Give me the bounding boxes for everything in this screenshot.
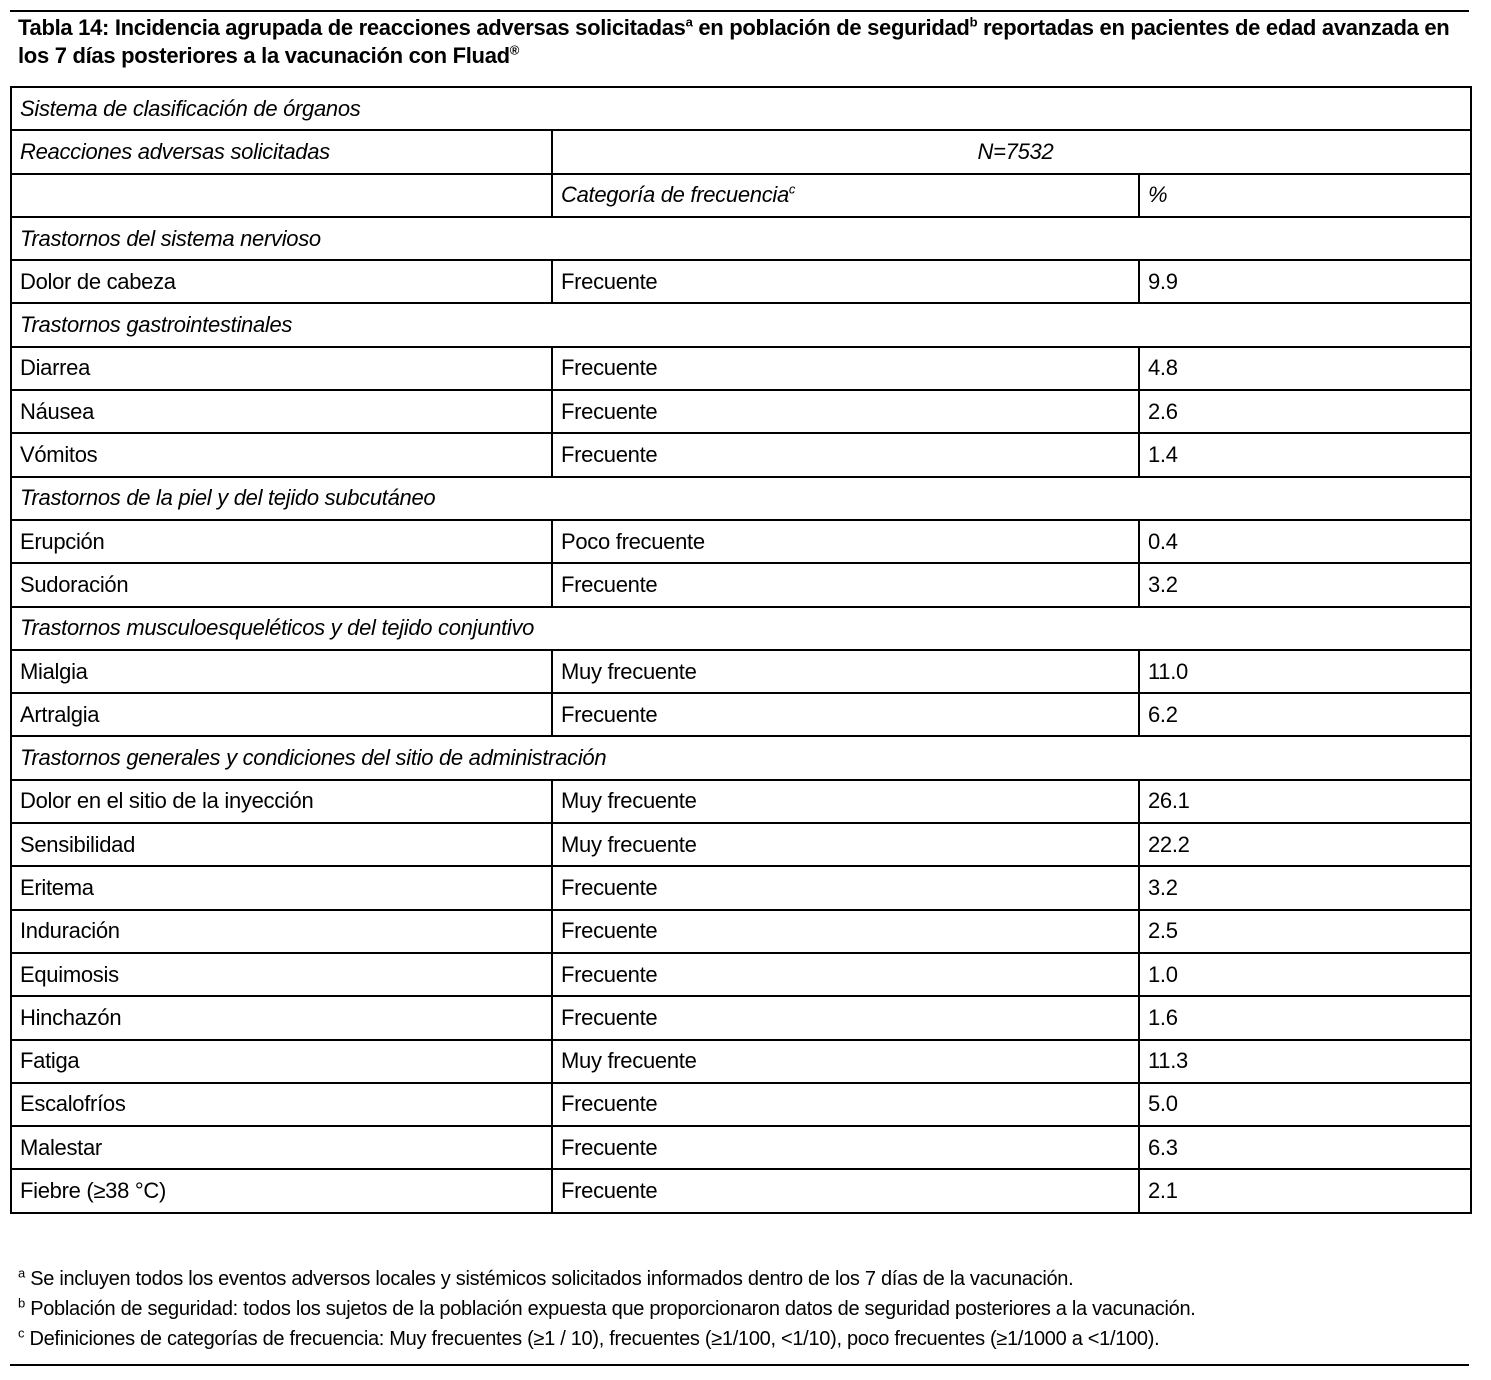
frequency-cell: Frecuente xyxy=(552,953,1139,996)
percent-cell: 4.8 xyxy=(1139,347,1471,390)
table-row xyxy=(11,996,1471,1039)
table-row xyxy=(11,1126,1471,1169)
bottom-rule xyxy=(10,1364,1469,1366)
table-row xyxy=(11,520,1471,563)
group-row xyxy=(11,217,1471,260)
frequency-cell: Frecuente xyxy=(552,563,1139,606)
group-row xyxy=(11,477,1471,520)
percent-cell: 1.6 xyxy=(1139,996,1471,1039)
percent-cell: 1.0 xyxy=(1139,953,1471,996)
frequency-cell: Frecuente xyxy=(552,260,1139,303)
percent-cell: 6.3 xyxy=(1139,1126,1471,1169)
frequency-cell: Frecuente xyxy=(552,390,1139,433)
organ-class-header: Sistema de clasificación de órganos xyxy=(11,87,1471,130)
reaction-cell: Vómitos xyxy=(11,433,552,476)
reaction-cell: Dolor en el sitio de la inyección xyxy=(11,780,552,823)
frequency-category-header: Categoría de frecuencia$^c$ xyxy=(552,174,1139,217)
table-row xyxy=(11,433,1471,476)
percent-cell: 6.2 xyxy=(1139,693,1471,736)
percent-cell: 26.1 xyxy=(1139,780,1471,823)
frequency-cell: Frecuente xyxy=(552,1169,1139,1212)
frequency-cell: Muy frecuente xyxy=(552,823,1139,866)
adverse-reactions-table xyxy=(10,86,1472,1214)
percent-header: % xyxy=(1139,174,1471,217)
percent-cell: 3.2 xyxy=(1139,866,1471,909)
reaction-cell: Equimosis xyxy=(11,953,552,996)
frequency-cell: Frecuente xyxy=(552,1083,1139,1126)
reaction-cell: Erupción xyxy=(11,520,552,563)
percent-cell: 11.3 xyxy=(1139,1040,1471,1083)
reaction-cell: Artralgia xyxy=(11,693,552,736)
table-row xyxy=(11,390,1471,433)
n-header: N=7532 xyxy=(552,130,1471,173)
table-row xyxy=(11,780,1471,823)
percent-cell: 9.9 xyxy=(1139,260,1471,303)
frequency-cell: Muy frecuente xyxy=(552,1040,1139,1083)
table-title: Tabla 14: Incidencia agrupada de reacciones adversas solicitadas$^a$ en población de seguridad$^b$ reportadas en pacientes de edad avanzada en los 7 días posteriores a la vacunación con Fluad® xyxy=(18,14,1450,68)
table-row xyxy=(11,693,1471,736)
table-row xyxy=(11,260,1471,303)
reaction-cell: Náusea xyxy=(11,390,552,433)
header-row-reactions xyxy=(11,130,1471,173)
reaction-cell: Malestar xyxy=(11,1126,552,1169)
frequency-cell: Frecuente xyxy=(552,433,1139,476)
reaction-cell: Eritema xyxy=(11,866,552,909)
percent-cell: 2.6 xyxy=(1139,390,1471,433)
footnote xyxy=(18,1324,1468,1354)
frequency-cell: Frecuente xyxy=(552,1126,1139,1169)
table-row xyxy=(11,823,1471,866)
organ-class-group: Trastornos generales y condiciones del sitio de administración xyxy=(11,736,1471,779)
frequency-cell: Frecuente xyxy=(552,693,1139,736)
footnote-mark: a xyxy=(18,1265,25,1281)
percent-cell: 2.1 xyxy=(1139,1169,1471,1212)
organ-class-group: Trastornos de la piel y del tejido subcutáneo xyxy=(11,477,1471,520)
percent-cell: 3.2 xyxy=(1139,563,1471,606)
top-rule xyxy=(10,10,1469,12)
table-row xyxy=(11,1040,1471,1083)
organ-class-group: Trastornos del sistema nervioso xyxy=(11,217,1471,260)
header-row-organ-class xyxy=(11,87,1471,130)
frequency-cell: Muy frecuente xyxy=(552,650,1139,693)
percent-cell: 1.4 xyxy=(1139,433,1471,476)
table-row xyxy=(11,953,1471,996)
percent-cell: 5.0 xyxy=(1139,1083,1471,1126)
reaction-cell: Diarrea xyxy=(11,347,552,390)
table-row xyxy=(11,1083,1471,1126)
frequency-cell: Frecuente xyxy=(552,996,1139,1039)
footnote xyxy=(18,1264,1468,1294)
frequency-cell: Muy frecuente xyxy=(552,780,1139,823)
group-row xyxy=(11,303,1471,346)
reaction-cell: Sensibilidad xyxy=(11,823,552,866)
frequency-cell: Poco frecuente xyxy=(552,520,1139,563)
footnote xyxy=(18,1294,1468,1324)
percent-cell: 0.4 xyxy=(1139,520,1471,563)
reaction-cell: Dolor de cabeza xyxy=(11,260,552,303)
reaction-cell: Escalofríos xyxy=(11,1083,552,1126)
percent-cell: 2.5 xyxy=(1139,910,1471,953)
table-row xyxy=(11,1169,1471,1212)
table-row xyxy=(11,347,1471,390)
reaction-cell: Sudoración xyxy=(11,563,552,606)
table-row xyxy=(11,650,1471,693)
reaction-cell: Hinchazón xyxy=(11,996,552,1039)
reactions-header: Reacciones adversas solicitadas xyxy=(11,130,552,173)
reaction-cell: Induración xyxy=(11,910,552,953)
reaction-cell: Fiebre (≥38 °C) xyxy=(11,1169,552,1212)
footnote-text: Se incluyen todos los eventos adversos locales y sistémicos solicitados informados dentro de los 7 días de la vacunación. xyxy=(24,1268,1074,1290)
reaction-cell: Fatiga xyxy=(11,1040,552,1083)
header-row-columns xyxy=(11,174,1471,217)
frequency-cell: Frecuente xyxy=(552,347,1139,390)
footnote-text: Población de seguridad: todos los sujetos de la población expuesta que proporcionaron datos de seguridad posteriores a la vacunación. xyxy=(24,1298,1196,1320)
footnote-text: Definiciones de categorías de frecuencia: Muy frecuentes (≥1 / 10), frecuentes (≥1/100, <1/10), poco frecuentes (≥1/1000 a <1/100). xyxy=(24,1328,1160,1350)
footnote-mark: b xyxy=(18,1295,25,1311)
reaction-cell: Mialgia xyxy=(11,650,552,693)
table-row xyxy=(11,866,1471,909)
percent-cell: 11.0 xyxy=(1139,650,1471,693)
table-row xyxy=(11,910,1471,953)
frequency-cell: Frecuente xyxy=(552,866,1139,909)
organ-class-group: Trastornos musculoesqueléticos y del tejido conjuntivo xyxy=(11,607,1471,650)
footnotes xyxy=(18,1264,1468,1354)
organ-class-group: Trastornos gastrointestinales xyxy=(11,303,1471,346)
group-row xyxy=(11,607,1471,650)
group-row xyxy=(11,736,1471,779)
table-row xyxy=(11,563,1471,606)
empty-header-cell xyxy=(11,174,552,217)
percent-cell: 22.2 xyxy=(1139,823,1471,866)
frequency-cell: Frecuente xyxy=(552,910,1139,953)
footnote-mark: c xyxy=(18,1325,25,1341)
